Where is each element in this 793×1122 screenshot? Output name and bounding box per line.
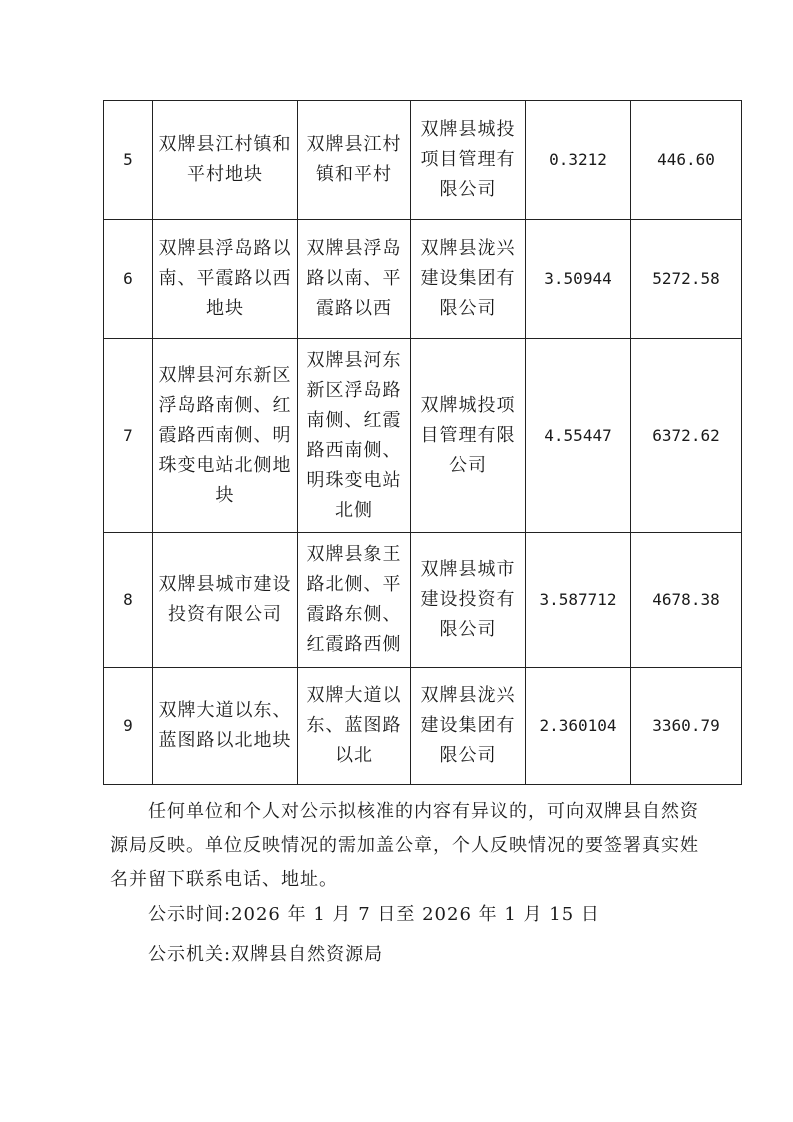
table-row <box>104 668 742 785</box>
unit-cell: 双牌县城投项目管理有限公司 <box>411 101 526 220</box>
row-number-cell: 7 <box>104 339 153 533</box>
unit-cell: 双牌县泷兴建设集团有限公司 <box>411 668 526 785</box>
table-row <box>104 220 742 339</box>
land-name-cell: 双牌县江村镇和平村地块 <box>153 101 298 220</box>
table-row <box>104 339 742 533</box>
publicity-authority: 公示机关:双牌县自然资源局 <box>148 944 384 965</box>
unit-cell: 双牌城投项目管理有限公司 <box>411 339 526 533</box>
location-cell: 双牌大道以东、蓝图路以北 <box>298 668 411 785</box>
land-name-cell: 双牌县浮岛路以南、平霞路以西地块 <box>153 220 298 339</box>
table-row <box>104 101 742 220</box>
area-cell: 2.360104 <box>526 668 631 785</box>
area-cell: 3.587712 <box>526 533 631 668</box>
location-cell: 双牌县象王路北侧、平霞路东侧、红霞路西侧 <box>298 533 411 668</box>
objection-notice-paragraph: 任何单位和个人对公示拟核准的内容有异议的，可向双牌县自然资源局反映。单位反映情况的需加盖公章，个人反映情况的要签署真实姓名并留下联系电话、地址。 <box>110 801 699 890</box>
price-cell: 3360.79 <box>631 668 742 785</box>
area-cell: 3.50944 <box>526 220 631 339</box>
row-number-cell: 8 <box>104 533 153 668</box>
publicity-period: 公示时间:2026 年 1 月 7 日至 2026 年 1 月 15 日 <box>148 904 600 925</box>
row-number-cell: 5 <box>104 101 153 220</box>
location-cell: 双牌县河东新区浮岛路南侧、红霞路西南侧、明珠变电站北侧 <box>298 339 411 533</box>
price-cell: 5272.58 <box>631 220 742 339</box>
price-cell: 6372.62 <box>631 339 742 533</box>
row-number-cell: 9 <box>104 668 153 785</box>
unit-cell: 双牌县城市建设投资有限公司 <box>411 533 526 668</box>
price-cell: 4678.38 <box>631 533 742 668</box>
location-cell: 双牌县浮岛路以南、平霞路以西 <box>298 220 411 339</box>
land-name-cell: 双牌大道以东、蓝图路以北地块 <box>153 668 298 785</box>
row-number-cell: 6 <box>104 220 153 339</box>
land-name-cell: 双牌县城市建设投资有限公司 <box>153 533 298 668</box>
location-cell: 双牌县江村镇和平村 <box>298 101 411 220</box>
land-approval-table <box>103 100 742 785</box>
area-cell: 4.55447 <box>526 339 631 533</box>
area-cell: 0.3212 <box>526 101 631 220</box>
land-name-cell: 双牌县河东新区浮岛路南侧、红霞路西南侧、明珠变电站北侧地块 <box>153 339 298 533</box>
unit-cell: 双牌县泷兴建设集团有限公司 <box>411 220 526 339</box>
table-row <box>104 533 742 668</box>
price-cell: 446.60 <box>631 101 742 220</box>
